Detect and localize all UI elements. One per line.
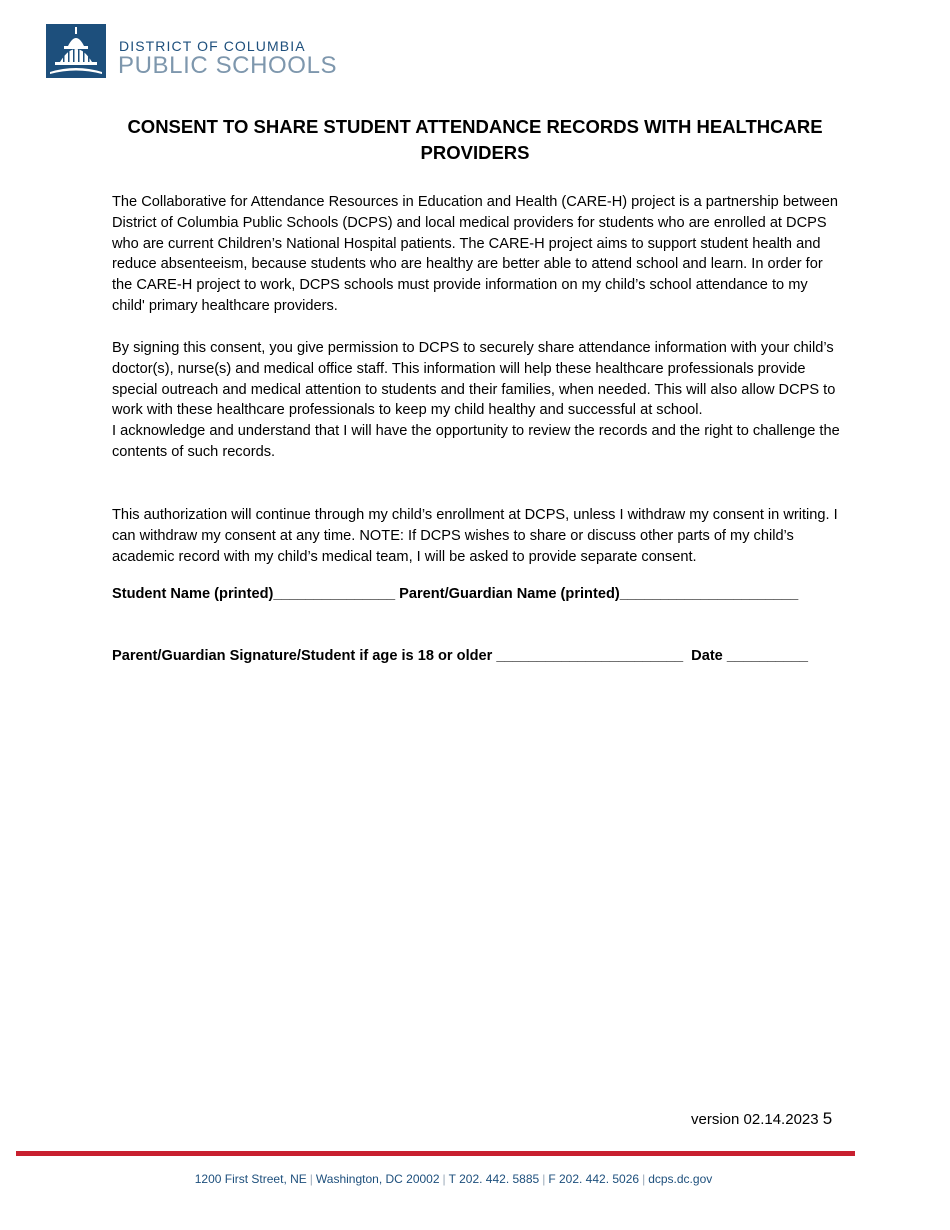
intro-paragraph: The Collaborative for Attendance Resources in Education and Health (CARE-H) project is a partnership between District of Columbia Public Schools (DCPS) and local medical providers for students who are enrolled at DCPS who are current Children’s National Hospital patients. The CARE-H project aims to support student health and reduce absenteeism, because students who are healthy are better able to attend school and learn. In order for the CARE-H project to work, DCPS schools must provide information on my child’s school attendance to my child' primary healthcare providers. (112, 194, 839, 314)
page-number: 5 (822, 1109, 833, 1128)
footer-phone: T 202. 442. 5885 (448, 1172, 540, 1186)
signature-fields-row (112, 648, 808, 664)
footer-divider (16, 1151, 855, 1156)
consent-permission-text: By signing this consent, you give permission to DCPS to securely share attendance information with your child’s doctor(s), nurse(s) and medical office staff. This information will help these healthcare professionals provide special outreach and medical attention to students and their families, when needed. This will also allow DCPS to work with these healthcare professionals to keep my child healthy and successful at school. (112, 340, 836, 419)
parent-name-field[interactable]: Parent/Guardian Name (printed)______________________ (399, 586, 799, 602)
footer-city: Washington, DC 20002 (315, 1172, 440, 1186)
footer-separator: | (309, 1172, 313, 1186)
logo-text-line2: PUBLIC SCHOOLS (118, 52, 338, 79)
signature-field[interactable]: Parent/Guardian Signature/Student if age is 18 or older _______________________ (112, 648, 684, 664)
authorization-paragraph: This authorization will continue through my child’s enrollment at DCPS, unless I withdraw my consent in writing. I can withdraw my consent at any time. NOTE: If DCPS wishes to share or discuss other parts of my child’s academic record with my child’s medical team, I will be asked to provide separate consent. (112, 507, 838, 565)
version-info (691, 1109, 832, 1129)
footer-separator: | (542, 1172, 546, 1186)
version-text: version 02.14.2023 (691, 1111, 819, 1128)
acknowledgement-text: I acknowledge and understand that I will have the opportunity to review the records and the right to challenge the contents of such records. (112, 423, 840, 460)
footer-website-link[interactable]: dcps.dc.gov (648, 1172, 713, 1186)
consent-paragraph (112, 338, 842, 463)
footer-separator: | (642, 1172, 646, 1186)
footer-separator: | (442, 1172, 446, 1186)
document-title: CONSENT TO SHARE STUDENT ATTENDANCE RECORDS WITH HEALTHCARE PROVIDERS (127, 116, 823, 163)
footer-contact (0, 1172, 907, 1186)
student-name-field[interactable]: Student Name (printed)_______________ (112, 586, 396, 602)
logo-text-line1: DISTRICT OF COLUMBIA (119, 38, 306, 54)
footer-fax: F 202. 442. 5026 (548, 1172, 640, 1186)
date-field[interactable]: Date __________ (691, 648, 809, 664)
footer-address: 1200 First Street, NE (194, 1172, 307, 1186)
name-fields-row (112, 586, 798, 602)
capitol-dome-icon (46, 24, 106, 78)
